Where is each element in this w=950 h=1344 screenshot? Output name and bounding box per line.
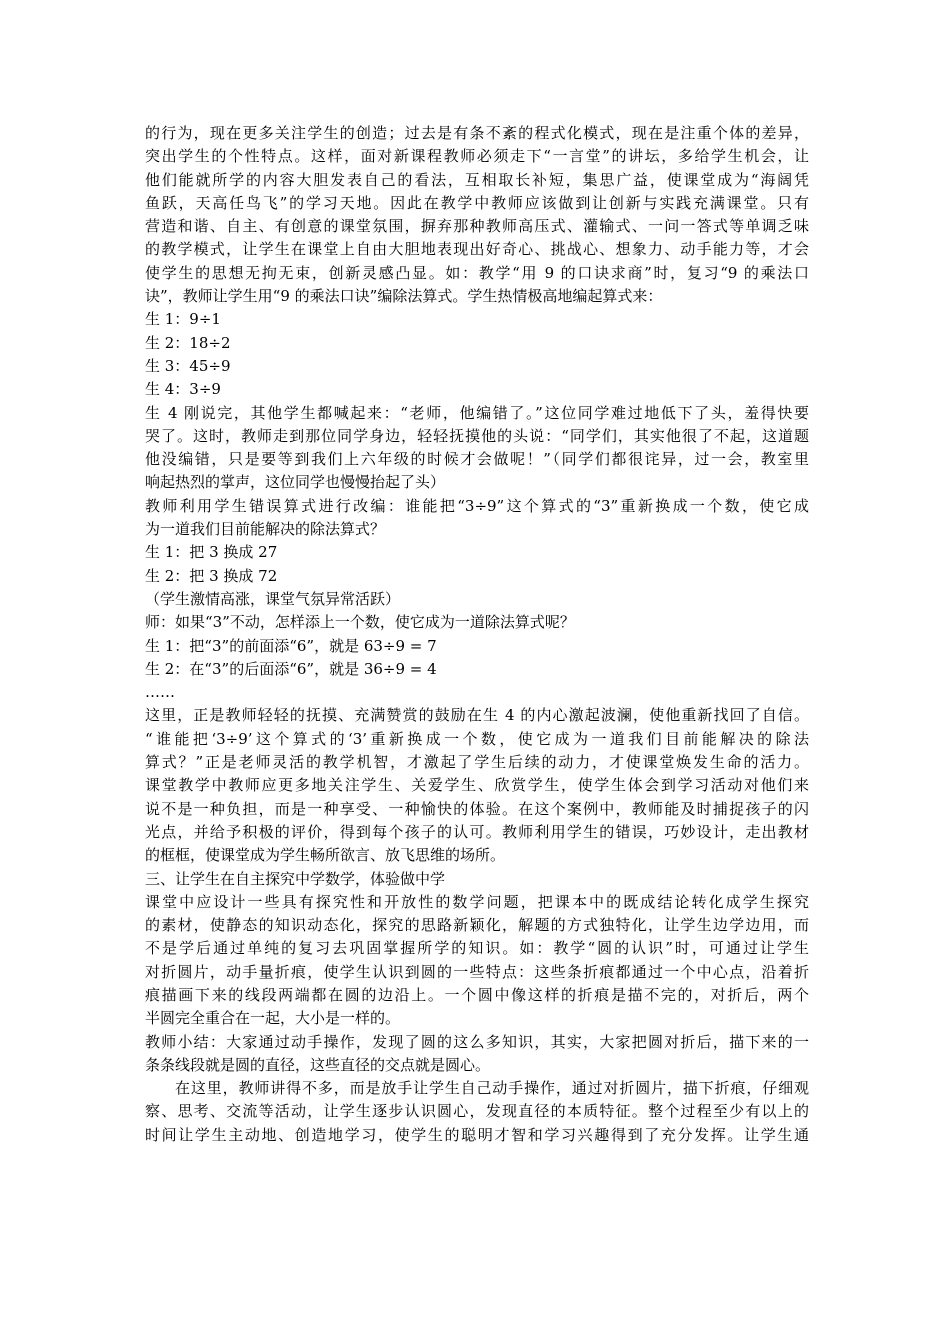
text-line: 为一道我们目前能解决的除法算式？	[145, 520, 386, 539]
text-line: 教师利用学生错误算式进行改编：谁能把“3÷9”这个算式的“3”重新换成一个数，使它成	[145, 496, 809, 515]
text-line: 诀”，教师让学生用“9 的乘法口诀”编除法算式。学生热情极高地编起算式来：	[145, 287, 663, 306]
text-line: 生 2：在“3”的后面添“6”，就是 36÷9 = 4	[145, 659, 437, 678]
text-line: 生 1：把“3”的前面添“6”，就是 63÷9 = 7	[145, 636, 437, 655]
text-line: 鱼跃，天高任鸟飞”的学习天地。因此在教学中教师应该做到让创新与实践充满课堂。只有	[145, 193, 809, 212]
text-line: 教师小结：大家通过动手操作，发现了圆的这么多知识，其实，大家把圆对折后，描下来的一	[145, 1032, 809, 1051]
text-line: 他们能就所学的内容大胆发表自己的看法，互相取长补短，集思广益，使课堂成为“海阔凭	[145, 170, 809, 189]
text-line: 生 1：9÷1	[145, 310, 221, 329]
text-line: 在这里，教师讲得不多，而是放手让学生自己动手操作，通过对折圆片，描下折痕，仔细观	[175, 1079, 809, 1098]
text-line: 响起热烈的掌声，这位同学也慢慢抬起了头）	[145, 473, 446, 492]
text-line: 半圆完全重合在一起，大小是一样的。	[145, 1009, 401, 1028]
text-line: 算式？”正是老师灵活的教学机智，才激起了学生后续的动力，才使课堂焕发生命的活力。	[145, 753, 809, 772]
text-line: 条条线段就是圆的直径，这些直径的交点就是圆心。	[145, 1055, 491, 1074]
text-line: 营造和谐、自主、有创意的课堂氛围，摒弃那种教师高压式、灌输式、一问一答式等单调乏味	[145, 217, 809, 236]
text-line: 使学生的思想无拘无束，创新灵感凸显。如：教学“用 9 的口诀求商”时，复习“9 的乘法口	[145, 263, 809, 282]
document-page	[145, 122, 809, 1147]
text-line: 生 4：3÷9	[145, 380, 221, 399]
text-line: （学生激情高涨，课堂气氛异常活跃）	[145, 589, 401, 608]
text-line: 光点，并给予积极的评价，得到每个孩子的认可。教师利用学生的错误，巧妙设计，走出教材	[145, 822, 809, 841]
text-line: 课堂中应设计一些具有探究性和开放性的数学问题，把课本中的既成结论转化成学生探究	[145, 892, 809, 911]
text-line: “谁能把‘3÷9’这个算式的‘3’重新换成一个数，使它成为一道我们目前能解决的除法	[145, 729, 809, 748]
text-line: 三、让学生在自主探究中学数学，体验做中学	[145, 869, 446, 888]
text-line: 生 3：45÷9	[145, 356, 231, 375]
text-line: 课堂教学中教师应更多地关注学生、关爱学生、欣赏学生，使学生体会到学习活动对他们来	[145, 776, 809, 795]
text-line: 师：如果“3”不动，怎样添上一个数，使它成为一道除法算式呢？	[145, 613, 575, 632]
text-line: 他没编错，只是要等到我们上六年级的时候才会做呢！”（同学们都很诧异，过一会，教室里	[145, 450, 809, 469]
text-line: 的行为，现在更多关注学生的创造；过去是有条不紊的程式化模式，现在是注重个体的差异，	[145, 124, 809, 142]
text-line: 这里，正是教师轻轻的抚摸、充满赞赏的鼓励在生 4 的内心激起波澜，使他重新找回了自信。	[145, 706, 809, 725]
text-line: 时间让学生主动地、创造地学习，使学生的聪明才智和学习兴趣得到了充分发挥。让学生通	[145, 1125, 809, 1144]
text-line: 生 2：把 3 换成 72	[145, 566, 278, 585]
text-line: 生 2：18÷2	[145, 333, 231, 352]
text-line: 不是学后通过单纯的复习去巩固掌握所学的知识。如：教学“圆的认识”时，可通过让学生	[145, 939, 809, 958]
text-line: 哭了。这时，教师走到那位同学身边，轻轻抚摸他的头说：“同学们，其实他很了不起，这道题	[145, 426, 809, 445]
text-line: 说不是一种负担，而是一种享受、一种愉快的体验。在这个案例中，教师能及时捕捉孩子的闪	[145, 799, 809, 818]
text-line: 察、思考、交流等活动，让学生逐步认识圆心，发现直径的本质特征。整个过程至少有以上的	[145, 1102, 809, 1121]
text-line: 的教学模式，让学生在课堂上自由大胆地表现出好奇心、挑战心、想象力、动手能力等，才会	[145, 240, 809, 259]
text-line: 突出学生的个性特点。这样，面对新课程教师必须走下“一言堂”的讲坛，多给学生机会，让	[145, 147, 809, 166]
text-line: ……	[145, 683, 175, 702]
text-line: 生 4 刚说完，其他学生都喊起来：“老师，他编错了。”这位同学难过地低下了头，羞得快要	[145, 403, 809, 422]
text-line: 生 1：把 3 换成 27	[145, 543, 278, 562]
text-line: 的框框，使课堂成为学生畅所欲言、放飞思维的场所。	[145, 846, 506, 865]
text-line: 的素材，使静态的知识动态化，探究的思路新颖化，解题的方式独特化，让学生边学边用，而	[145, 916, 809, 935]
text-line: 对折圆片，动手量折痕，使学生认识到圆的一些特点：这些条折痕都通过一个中心点，沿着折	[145, 962, 809, 981]
text-line: 痕描画下来的线段两端都在圆的边沿上。一个圆中像这样的折痕是描不完的，对折后，两个	[145, 985, 809, 1004]
